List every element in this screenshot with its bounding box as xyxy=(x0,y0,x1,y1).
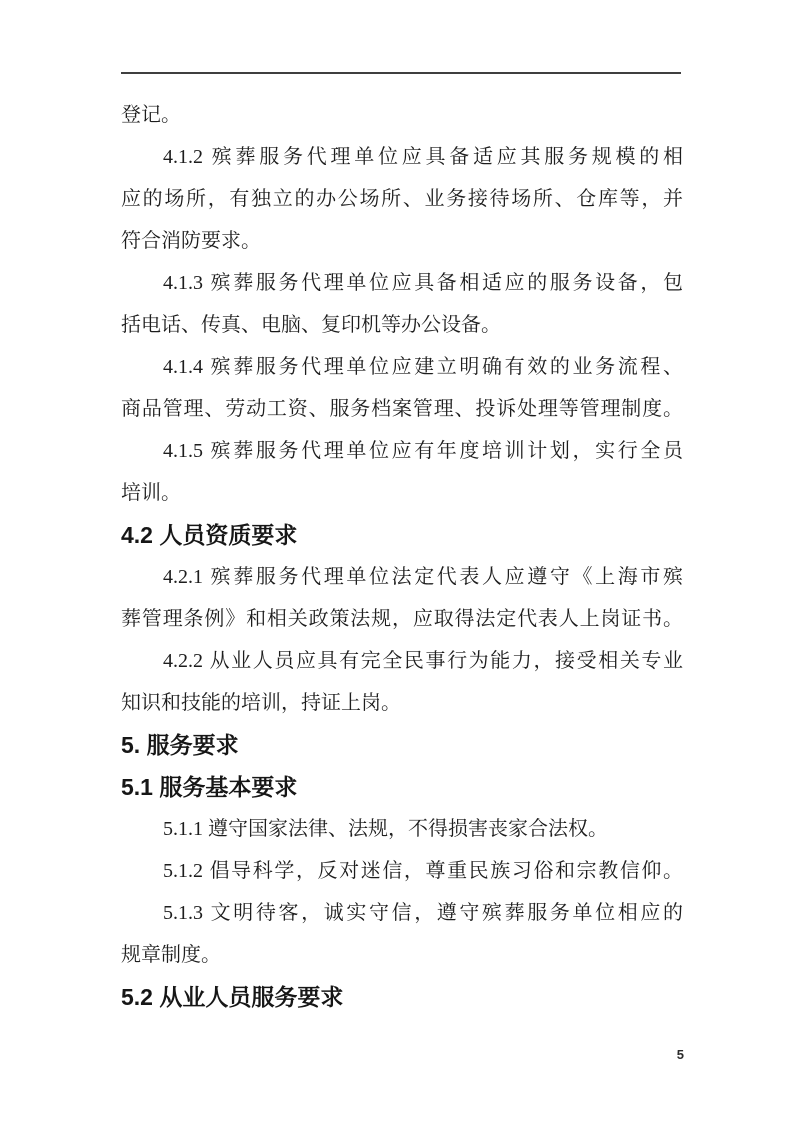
text-line: 符合消防要求。 xyxy=(121,230,261,252)
document-body xyxy=(121,94,683,1018)
text-line: 5.1.2 倡导科学，反对迷信，尊重民族习俗和宗教信仰。 xyxy=(163,860,683,882)
paragraph xyxy=(121,262,683,346)
text-line: 4.2.2 从业人员应具有完全民事行为能力，接受相关专业 xyxy=(163,650,683,672)
paragraph xyxy=(121,808,683,850)
text-line: 4.1.2 殡葬服务代理单位应具备适应其服务规模的相 xyxy=(163,146,683,168)
text-line: 商品管理、劳动工资、服务档案管理、投诉处理等管理制度。 xyxy=(121,398,683,420)
text-line: 4.1.5 殡葬服务代理单位应有年度培训计划，实行全员 xyxy=(163,440,683,462)
page-footer xyxy=(677,1046,684,1064)
text-line: 葬管理条例》和相关政策法规，应取得法定代表人上岗证书。 xyxy=(121,608,683,630)
text-line: 4.1.4 殡葬服务代理单位应建立明确有效的业务流程、 xyxy=(163,356,683,378)
text-line: 4.2.1 殡葬服务代理单位法定代表人应遵守《上海市殡 xyxy=(163,566,683,588)
paragraph xyxy=(121,556,683,640)
section-heading: 5.2 从业人员服务要求 xyxy=(121,984,344,1010)
section-heading: 4.2 人员资质要求 xyxy=(121,522,298,548)
text-line: 登记。 xyxy=(121,104,181,126)
paragraph xyxy=(121,640,683,724)
text-line: 应的场所，有独立的办公场所、业务接待场所、仓库等，并 xyxy=(121,188,683,210)
section-heading: 5. 服务要求 xyxy=(121,732,239,758)
text-line: 5.1.1 遵守国家法律、法规，不得损害丧家合法权。 xyxy=(163,818,608,840)
paragraph xyxy=(121,346,683,430)
paragraph xyxy=(121,892,683,976)
text-line: 4.1.3 殡葬服务代理单位应具备相适应的服务设备，包 xyxy=(163,272,683,294)
text-line: 规章制度。 xyxy=(121,944,221,966)
text-line: 5.1.3 文明待客，诚实守信，遵守殡葬服务单位相应的 xyxy=(163,902,683,924)
paragraph xyxy=(121,94,683,136)
section-heading: 5.1 服务基本要求 xyxy=(121,774,298,800)
text-line: 培训。 xyxy=(121,482,181,504)
paragraph xyxy=(121,136,683,262)
text-line: 知识和技能的培训，持证上岗。 xyxy=(121,692,401,714)
paragraph xyxy=(121,850,683,892)
header-rule xyxy=(121,72,681,74)
page-number: 5 xyxy=(676,1047,684,1062)
text-line: 括电话、传真、电脑、复印机等办公设备。 xyxy=(121,314,501,336)
paragraph xyxy=(121,430,683,514)
